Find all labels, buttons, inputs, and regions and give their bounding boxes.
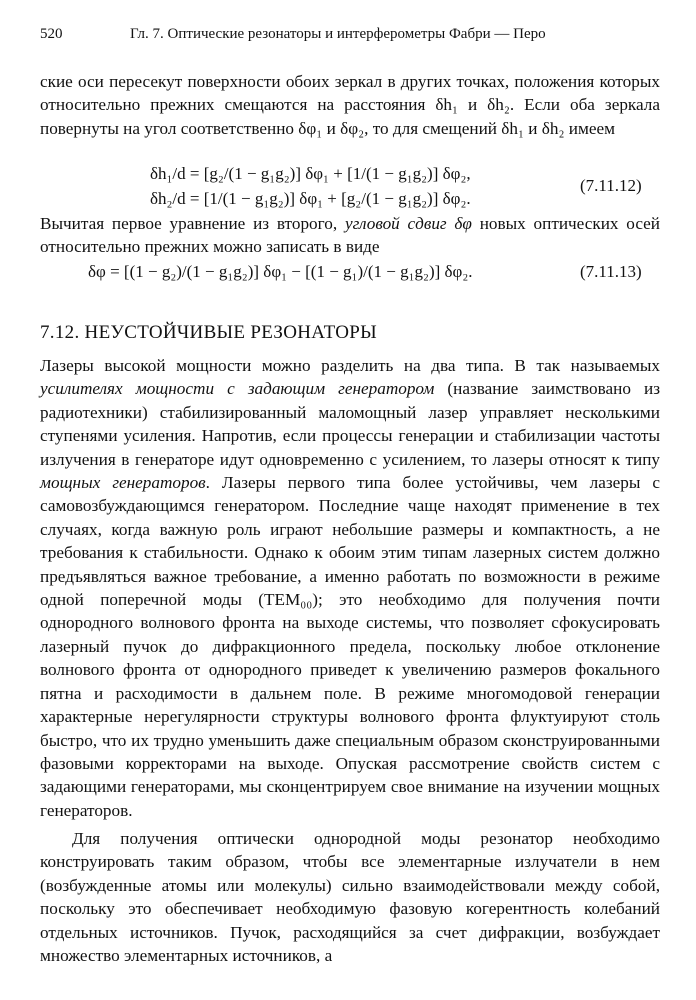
- paragraph-uniform-mode: Для получения оптически однородной моды резонатор необходимо конструировать таким образом, чтобы все элементарные излучатели в нем (возбужденные атомы или молекулы) сильно взаимодействовали между собой, поскольку это обеспечивает необходимую фазовую когерентность колебаний отдельных источников. Пучок, расходящийся за счет дифракции, возбуждает множество элементарных источников, а: [40, 829, 660, 966]
- term-mopa: усилителях мощности с задающим генератором: [40, 379, 435, 399]
- equation-line-2: δh₂/d = [1/(1 − g₁g₂)] δφ₁ + [g₂/(1 − g₁g₂)] δφ₂.: [150, 189, 471, 208]
- equation-line-1: δh₁/d = [g₂/(1 − g₁g₂)] δφ₁ + [1/(1 − g₁g₂)] δφ₂,: [150, 164, 471, 183]
- equation-number-7-11-12: (7.11.12): [580, 176, 642, 195]
- laser-text-part-2: (название заимствовано из радиотехники) стабилизированный маломощный лазер управляет несколькими ступенями усиления. Напротив, если процессы генерации и стабилизации частоты излучения в генераторе идут одновременно с усилением, то лазеры относят к типу: [40, 379, 660, 469]
- paragraph-angular-shift-after: новых оптических осей относительно прежних можно записать в виде: [40, 214, 660, 257]
- laser-text-part-3: . Лазеры первого типа более устойчивы, чем лазеры с самовозбуждающимся генератором. Последние чаще находят применение в тех случаях, когда важную роль играют небольшие размеры и компактность, а не требования к стабильности. Однако к обоим этим типам лазерных систем должно предъявляться важное требование, а именно работать по возможности в режиме одной поперечной моды (TEM₀₀); это необходимо для получения почти однородного волнового фронта на выходе системы, что позволяет сфокусировать лазерный пучок до дифракционного предела, поскольку любое отклонение волнового фронта от однородного приведет к увеличению размеров фокального пятна и расходимости в дальнем поле. В режиме многомодовой генерации характерные нерегулярности структуры волнового фронта флуктуируют столь быстро, что их трудно уменьшить даже специальным образом сконструированными фазовыми корректорами на выходе. Опуская рассмотрение свойств систем с задающими генераторами, мы сконцентрируем свое внимание на изучении мощных генераторов.: [40, 473, 660, 820]
- paragraph-angular-shift: [40, 212, 660, 259]
- term-power-oscillators: мощных генераторов: [40, 473, 206, 493]
- paragraph-angular-shift-before: Вычитая первое уравнение из второго,: [40, 214, 345, 233]
- term-angular-shift: угловой сдвиг δφ: [344, 214, 472, 233]
- paragraph-high-power-lasers: [40, 354, 660, 822]
- equation-angular-shift: δφ = [(1 − g₂)/(1 − g₁g₂)] δφ₁ − [(1 − g₁)/(1 − g₁g₂)] δφ₂.: [88, 262, 473, 281]
- page-number: 520: [40, 26, 63, 42]
- running-title: Гл. 7. Оптические резонаторы и интерферометры Фабри — Перо: [130, 26, 546, 42]
- section-heading: 7.12. НЕУСТОЙЧИВЫЕ РЕЗОНАТОРЫ: [40, 322, 377, 343]
- equation-number-7-11-13: (7.11.13): [580, 262, 642, 281]
- running-head: [40, 26, 660, 43]
- paragraph-top: ские оси пересекут поверхности обоих зеркал в других точках, положения которых относительно прежних смещаются на расстояния δh₁ и δh₂. Если оба зеркала повернуты на угол соответственно δφ₁ и δφ₂, то для смещений δh₁ и δh₂ имеем: [40, 72, 660, 138]
- laser-text-part-1: Лазеры высокой мощности можно разделить на два типа. В так называемых: [40, 356, 660, 375]
